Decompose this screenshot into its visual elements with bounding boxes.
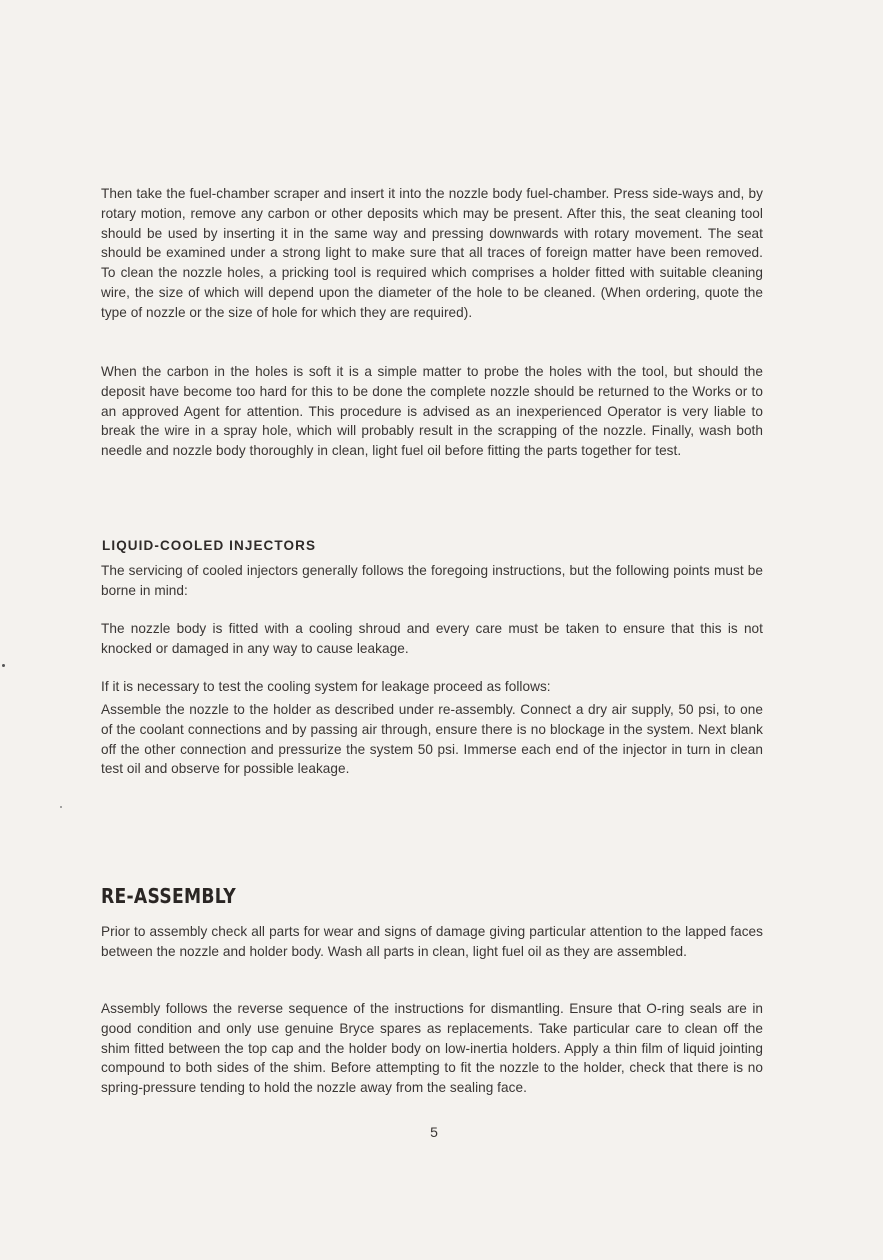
scan-speck xyxy=(60,806,62,808)
paragraph-leak-test-steps: Assemble the nozzle to the holder as described under re-assembly. Connect a dry air supply, 50 psi, to one of the coolant connections and by passing air through, ensure there is no blockage in the system. Next blank off the other connection and pressurize the system 50 psi. Immerse each end of the injector in turn in clean test oil and observe for possible leakage. xyxy=(101,702,763,777)
paragraph-reassembly-inspection: Prior to assembly check all parts for wear and signs of damage giving particular attention to the lapped faces between the nozzle and holder body. Wash all parts in clean, light fuel oil as they are assembled. xyxy=(101,924,763,959)
section-heading-liquid-cooled-injectors: LIQUID-COOLED INJECTORS xyxy=(102,538,317,553)
paragraph-cleaning-procedure: Then take the fuel-chamber scraper and insert it into the nozzle body fuel-chamber. Press side-ways and, by rotary motion, remove any carbon or other deposits which may be present. After this, the seat cleaning tool should be used by inserting it in the same way and pressing downwards with rotary movement. The seat should be examined under a strong light to make sure that all traces of foreign matter have been removed. To clean the nozzle holes, a pricking tool is required which comprises a holder fitted with suitable cleaning wire, the size of which will depend upon the diameter of the hole to be cleaned. (When ordering, quote the type of nozzle or the size of hole for which they are required). xyxy=(101,186,763,320)
scan-speck xyxy=(2,664,5,667)
section-heading-re-assembly: RE-ASSEMBLY xyxy=(101,884,237,908)
paragraph-leak-test-intro: If it is necessary to test the cooling system for leakage proceed as follows: xyxy=(101,679,551,694)
paragraph-cooling-shroud: The nozzle body is fitted with a cooling shroud and every care must be taken to ensure that this is not knocked or damaged in any way to cause leakage. xyxy=(101,621,763,656)
paragraph-cooled-injectors-intro: The servicing of cooled injectors generally follows the foregoing instructions, but the following points must be borne in mind: xyxy=(101,563,763,598)
paragraph-reassembly-sequence: Assembly follows the reverse sequence of the instructions for dismantling. Ensure that O-ring seals are in good condition and only use genuine Bryce spares as replacements. Take particular care to clean off the shim fitted between the top cap and the holder body on low-inertia holders. Apply a thin film of liquid jointing compound to both sides of the shim. Before attempting to fit the nozzle to the holder, check that there is no spring-pressure tending to hold the nozzle away from the sealing face. xyxy=(101,1001,763,1096)
paragraph-carbon-removal: When the carbon in the holes is soft it is a simple matter to probe the holes with the tool, but should the deposit have become too hard for this to be done the complete nozzle should be returned to the Works or to an approved Agent for attention. This procedure is advised as an inexperienced Operator is very liable to break the wire in a spray hole, which will probably result in the scrapping of the nozzle. Finally, wash both needle and nozzle body thoroughly in clean, light fuel oil before fitting the parts together for test. xyxy=(101,364,763,459)
page-number: 5 xyxy=(430,1124,438,1140)
